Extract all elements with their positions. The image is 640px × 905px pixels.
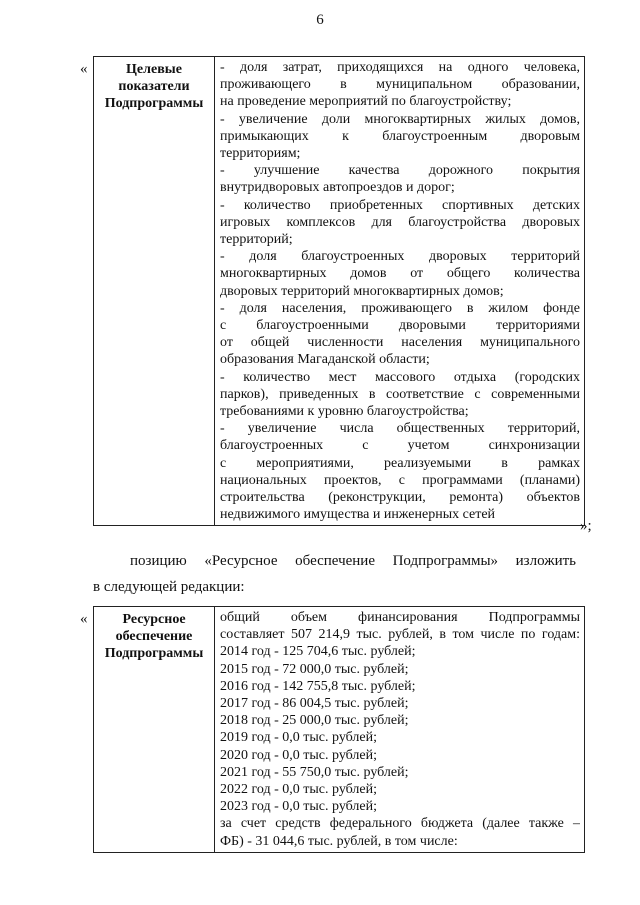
text-line: дворовых территорий многоквартирных домов;: [220, 283, 504, 299]
text-line: - доля затрат, приходящихся на одного человека,: [220, 60, 580, 75]
text-line: национальных проектов, с программами (планами): [220, 472, 580, 488]
text-line: 2021 год - 55 750,0 тыс. рублей;: [220, 764, 409, 780]
text-line: - количество приобретенных спортивных детских: [220, 197, 580, 213]
resource-provision-content-cell: [215, 607, 585, 853]
paragraph-line: в следующей редакции:: [93, 579, 245, 595]
text-line: ФБ) - 31 044,6 тыс. рублей, в том числе:: [220, 833, 458, 849]
text-line: общий объем финансирования Подпрограммы: [220, 610, 580, 625]
paragraph-line: позицию «Ресурсное обеспечение Подпрограммы» изложить: [130, 553, 576, 569]
text-line: проживающего в муниципальном образовании,: [220, 77, 580, 93]
closing-quote-mark: »;: [580, 518, 592, 534]
label-line: Подпрограммы: [104, 96, 204, 112]
label-line: Ресурсное: [122, 612, 186, 627]
text-line: требованиями к уровню благоустройства;: [220, 404, 469, 420]
text-line: примыкающих к благоустроенным дворовым: [220, 128, 580, 144]
target-indicators-table: [93, 56, 585, 526]
text-line: с мероприятиями, реализуемыми в рамках: [220, 455, 580, 471]
label-line: Целевые: [126, 62, 182, 77]
target-indicators-content-cell: [215, 57, 585, 526]
text-line: 2014 год - 125 704,6 тыс. рублей;: [220, 644, 416, 660]
text-line: игровых комплексов для благоустройства дворовых: [220, 214, 580, 230]
text-line: - количество мест массового отдыха (городских: [220, 369, 580, 385]
text-line: строительства (реконструкции, ремонта) объектов: [220, 490, 580, 506]
text-line: благоустроенных с учетом синхронизации: [220, 438, 580, 454]
text-line: территорий;: [220, 232, 293, 248]
text-line: 2015 год - 72 000,0 тыс. рублей;: [220, 661, 409, 677]
page-number: 6: [316, 12, 324, 28]
resource-provision-table: [93, 606, 585, 853]
text-line: за счет средств федерального бюджета (далее также –: [220, 816, 580, 832]
text-line: многоквартирных домов от общего количества: [220, 266, 580, 282]
opening-quote-mark: «: [80, 61, 88, 77]
label-line: Подпрограммы: [104, 646, 204, 662]
opening-quote-mark: «: [80, 611, 88, 627]
text-line: территориям;: [220, 146, 301, 162]
text-line: 2020 год - 0,0 тыс. рублей;: [220, 747, 378, 763]
text-line: 2018 год - 25 000,0 тыс. рублей;: [220, 713, 409, 729]
text-line: недвижимого имущества и инженерных сетей: [220, 507, 496, 523]
text-line: образования Магаданской области;: [220, 352, 430, 368]
text-line: - увеличение числа общественных территорий,: [220, 421, 580, 437]
resource-provision-label-cell: [94, 607, 215, 853]
text-line: 2023 год - 0,0 тыс. рублей;: [220, 799, 378, 815]
text-line: - увеличение доли многоквартирных жилых домов,: [220, 111, 580, 127]
text-line: 2017 год - 86 004,5 тыс. рублей;: [220, 696, 409, 712]
text-line: - доля населения, проживающего в жилом фонде: [220, 300, 580, 316]
label-line: показатели: [118, 79, 190, 95]
target-indicators-label-cell: [94, 57, 215, 526]
table-row: [94, 607, 585, 853]
text-line: - доля благоустроенных дворовых территорий: [220, 249, 580, 265]
text-line: 2016 год - 142 755,8 тыс. рублей;: [220, 678, 416, 694]
text-line: на проведение мероприятий по благоустройству;: [220, 94, 512, 110]
text-line: составляет 507 214,9 тыс. рублей, в том числе по годам:: [220, 627, 580, 643]
text-line: 2019 год - 0,0 тыс. рублей;: [220, 730, 378, 746]
table-row: [94, 57, 585, 526]
label-line: обеспечение: [115, 629, 193, 645]
text-line: от общей численности населения муниципального: [220, 335, 580, 351]
text-line: парков), приведенных в соответствие с современными: [220, 386, 580, 402]
text-line: с благоустроенными дворовыми территориями: [220, 318, 580, 334]
text-line: внутридворовых автопроездов и дорог;: [220, 180, 455, 196]
text-line: 2022 год - 0,0 тыс. рублей;: [220, 782, 378, 798]
text-line: - улучшение качества дорожного покрытия: [220, 163, 580, 179]
